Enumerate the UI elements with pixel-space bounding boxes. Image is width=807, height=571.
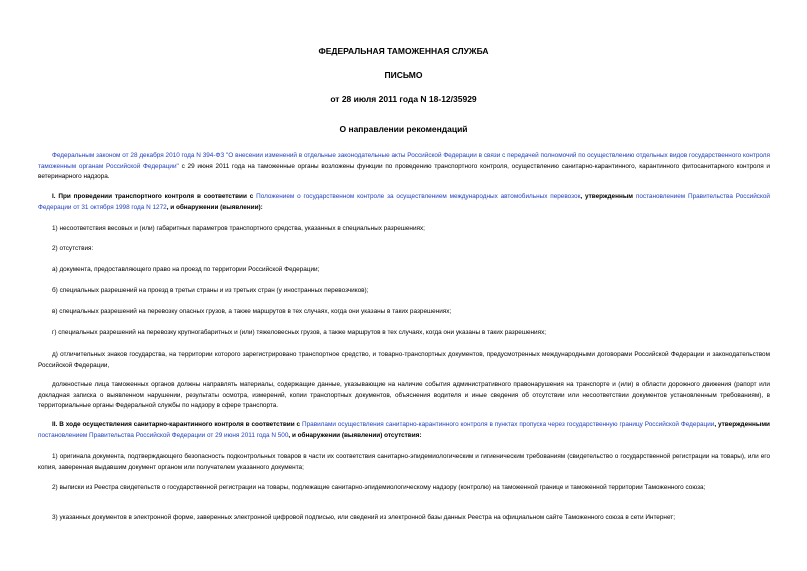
- document-date-number: от 28 июля 2011 года N 18-12/35929: [330, 94, 477, 104]
- list-item: г) специальных разрешений на перевозку крупногабаритных и (или) тяжеловесных грузов, а также маршрутов в тех случаях, когда они указаны в таких разрешениях;: [52, 329, 547, 336]
- section-2-mid: , утвержденными: [714, 421, 770, 428]
- list-item: а) документа, предоставляющего право на проезд по территории Российской Федерации;: [52, 266, 320, 273]
- rules-link[interactable]: Правилами осуществления санитарно-карантинного контроля в пунктах пропуска через государственную границу Российской Федерации: [302, 421, 715, 428]
- section-2-heading: [38, 420, 770, 441]
- list-item: 1) оригинала документа, подтверждающего безопасность подконтрольных товаров в части их соответствия санитарно-эпидемиологическим и гигиеническим требованиям (свидетельство о государственной регистрации на товары), или его копия, заверенная выдавшим документ органом или получателем указанного документа;: [38, 453, 770, 471]
- document-type: ПИСЬМО: [384, 70, 423, 80]
- law-link[interactable]: Федеральным законом от 28 декабря 2010 года N 394-ФЗ "О внесении изменений в отдельные законодательные акты Российской Федерации в связи с передачей полномочий по осуществлению отдельных видов государственного контроля таможенным органам Российской Федерации": [38, 152, 770, 170]
- section-1-tail: , и обнаружении (выявлении):: [166, 203, 263, 211]
- agency-title: ФЕДЕРАЛЬНАЯ ТАМОЖЕННАЯ СЛУЖБА: [318, 46, 489, 56]
- list-item: в) специальных разрешений на перевозку опасных грузов, а также маршрутов в тех случаях, когда они указаны в таких разрешениях;: [52, 308, 452, 315]
- resolution-link[interactable]: постановлением Правительства Российской Федерации от 31 октября 1998 года N 1272: [38, 193, 770, 211]
- list-item: 1) несоответствия весовых и (или) габаритных параметров транспортного средства, указанных в специальных разрешениях;: [52, 225, 425, 232]
- intro-text: с 29 июня 2011 года на таможенные органы возложены функции по проведению транспортного контроля, осуществлению санитарно-карантинного, карантинного фитосанитарного контроля и ветеринарного надзора.: [38, 162, 770, 180]
- section-1-mid: , утвержденным: [580, 193, 636, 200]
- list-item: 2) выписки из Реестра свидетельств о государственной регистрации на товары, подлежащие санитарно-эпидемиологическому надзору (контролю) на таможенной границе и таможенной территории Таможенного союза;: [52, 484, 706, 491]
- resolution-500-link[interactable]: постановлением Правительства Российской Федерации от 29 июня 2011 года N 500: [38, 431, 289, 439]
- list-item: д) отличительных знаков государства, на территории которого зарегистрировано транспортное средство, и товарно-транспортных документов, предусмотренных международными договорами Российской Федерации и законодательством Российской Федерации,: [38, 351, 770, 369]
- list-item: 2) отсутствия:: [52, 245, 94, 252]
- list-item: должностные лица таможенных органов должны направлять материалы, содержащие данные, указывающие на наличие события административного правонарушения на транспорте и (или) в области дорожного движения (рапорт или докладная записка о выявленном нарушении, результаты осмотра, измерений, копии транспортных документов, объяснения водителя и иные сведения об отсутствии или несоответствии документов установленным требованиям), в территориальные органы Федеральной службы по надзору в сфере транспорта.: [38, 381, 770, 409]
- section-2-lead: II. В ходе осуществления санитарно-карантинного контроля в соответствии с: [52, 421, 303, 428]
- document-subject: О направлении рекомендаций: [339, 124, 468, 134]
- list-item: б) специальных разрешений на проезд в третьи страны и из третьих стран (у иностранных перевозчиков);: [52, 287, 369, 294]
- section-1-lead: I. При проведении транспортного контроля в соответствии с: [52, 193, 257, 200]
- intro-paragraph: [38, 151, 770, 183]
- list-item: 3) указанных документов в электронной форме, заверенных электронной цифровой подписью, или сведений из электронной базы данных Реестра на официальном сайте Таможенного союза в сети Интернет;: [52, 514, 675, 521]
- regulation-link[interactable]: Положением о государственном контроле за осуществлением международных автомобильных перевозок: [256, 193, 581, 200]
- section-2-tail: , и обнаружении (выявлении) отсутствия:: [288, 431, 422, 439]
- section-1-heading: [38, 192, 770, 213]
